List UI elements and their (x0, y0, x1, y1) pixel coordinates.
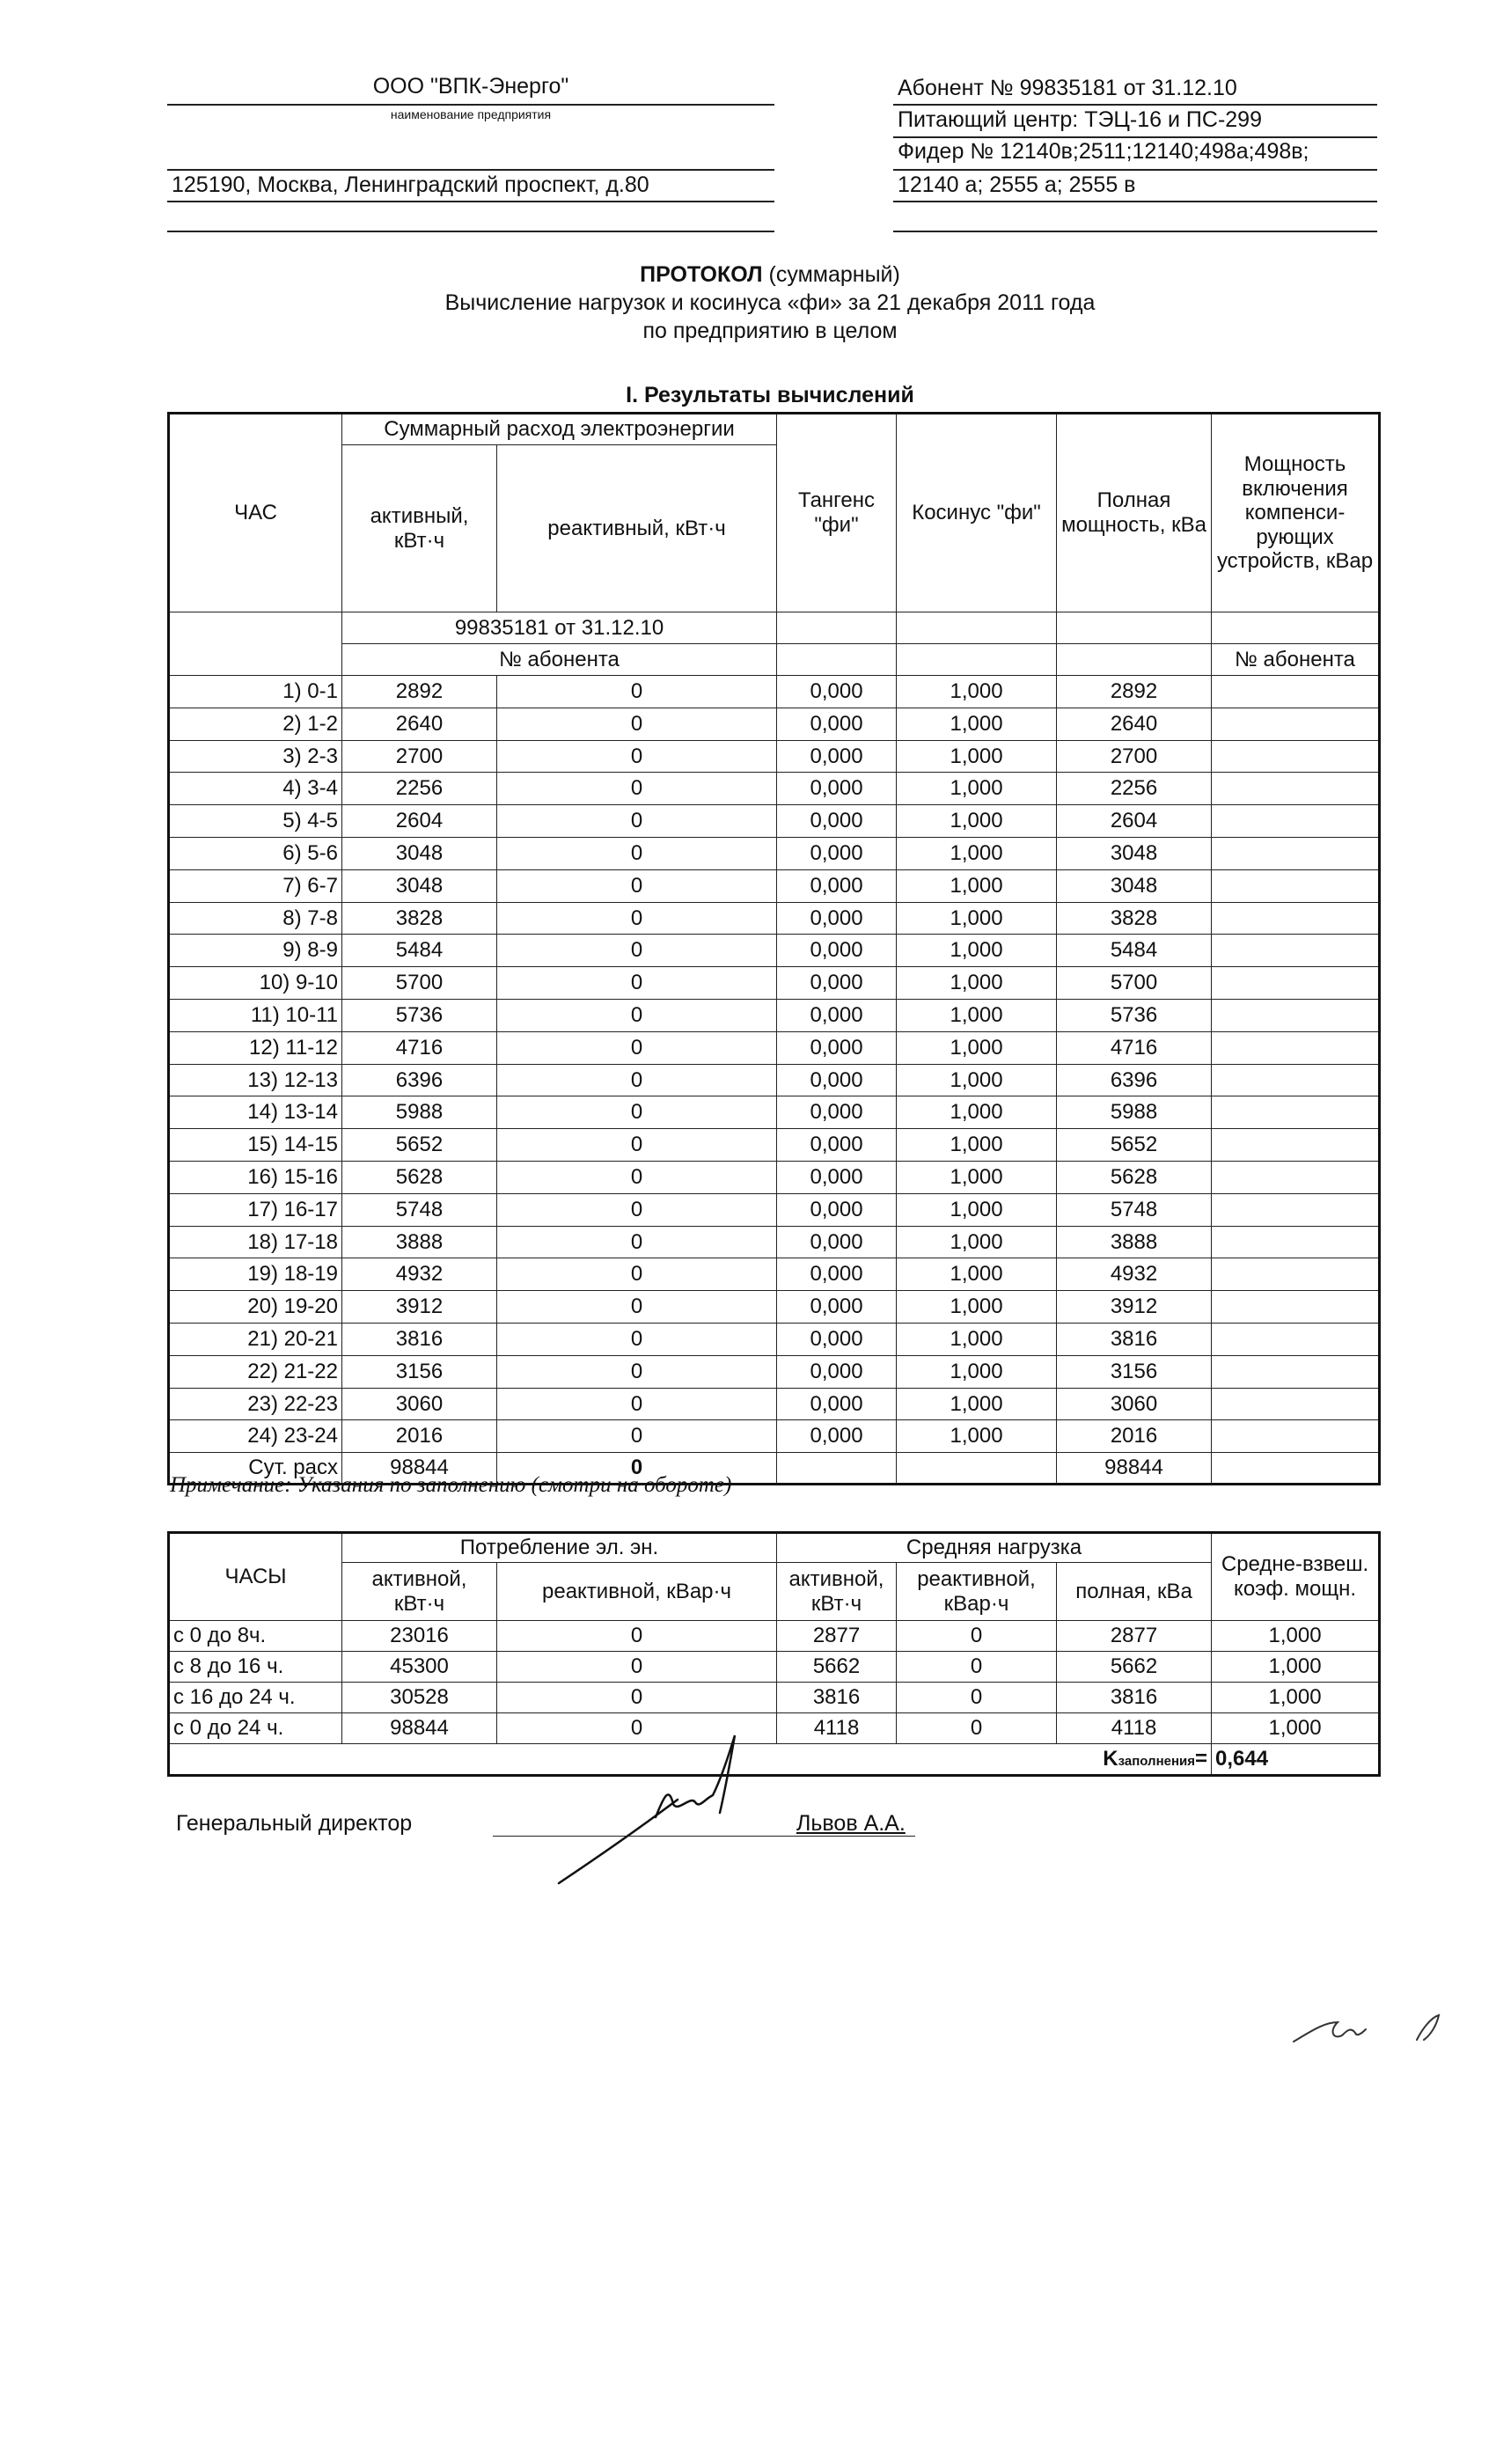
row-full-power: 4932 (1057, 1258, 1212, 1291)
row-full-power: 3048 (1057, 837, 1212, 869)
header-hour-blank (169, 612, 342, 676)
address-topline (167, 169, 774, 171)
row-active: 3888 (342, 1226, 497, 1258)
row-tangent: 0,000 (777, 935, 897, 967)
total-full-power: 98844 (1057, 1453, 1212, 1485)
header-subscriber-ref: 99835181 от 31.12.10 (342, 612, 777, 644)
row-full-power: 2700 (1057, 740, 1212, 773)
header-tangent: Тангенс "фи" (777, 414, 897, 612)
row-reactive: 0 (497, 773, 777, 805)
row-full-power: 5652 (1057, 1129, 1212, 1162)
header-full-power: Полная мощность, кВа (1057, 414, 1212, 612)
row-reactive: 0 (497, 1258, 777, 1291)
row-reactive: 0 (497, 1323, 777, 1355)
summary-active: 98844 (342, 1713, 497, 1744)
summary-active: 45300 (342, 1652, 497, 1683)
feeder-extra-line (893, 231, 1377, 232)
row-active: 5628 (342, 1161, 497, 1193)
row-tangent: 0,000 (777, 1291, 897, 1324)
row-hour: 11) 10-11 (169, 999, 342, 1031)
row-full-power: 6396 (1057, 1064, 1212, 1096)
table-row (169, 1355, 1380, 1388)
row-compensation (1212, 1323, 1380, 1355)
row-hour: 18) 17-18 (169, 1226, 342, 1258)
header-blank-b (897, 612, 1057, 644)
total-reactive: 0 (497, 1453, 777, 1485)
row-reactive: 0 (497, 740, 777, 773)
row-hour: 19) 18-19 (169, 1258, 342, 1291)
summary-header-avg-active: активной, кВт·ч (777, 1563, 897, 1621)
row-compensation (1212, 1129, 1380, 1162)
summary-active: 30528 (342, 1683, 497, 1713)
row-reactive: 0 (497, 1161, 777, 1193)
row-cosine: 1,000 (897, 1355, 1057, 1388)
header-cosine: Косинус "фи" (897, 414, 1057, 612)
row-active: 3912 (342, 1291, 497, 1324)
row-compensation (1212, 773, 1380, 805)
row-cosine: 1,000 (897, 869, 1057, 902)
row-reactive: 0 (497, 1226, 777, 1258)
row-full-power: 3048 (1057, 869, 1212, 902)
row-hour: 4) 3-4 (169, 773, 342, 805)
table-row (169, 773, 1380, 805)
row-reactive: 0 (497, 1388, 777, 1420)
row-active: 4932 (342, 1258, 497, 1291)
feeder-line-2: 12140 а; 2555 а; 2555 в (898, 172, 1136, 197)
row-full-power: 5700 (1057, 967, 1212, 1000)
summary-reactive: 0 (497, 1652, 777, 1683)
org-name: ООО "ВПК-Энерго" (372, 74, 569, 99)
row-reactive: 0 (497, 1031, 777, 1064)
row-cosine: 1,000 (897, 902, 1057, 935)
header-subscriber-no: № абонента (342, 644, 777, 676)
row-tangent: 0,000 (777, 1355, 897, 1388)
row-active: 2892 (342, 676, 497, 708)
summary-reactive: 0 (497, 1683, 777, 1713)
summary-period: с 8 до 16 ч. (169, 1652, 342, 1683)
row-reactive: 0 (497, 902, 777, 935)
table-row (169, 1420, 1380, 1453)
row-tangent: 0,000 (777, 1129, 897, 1162)
summary-coef: 1,000 (1212, 1683, 1380, 1713)
row-hour: 2) 1-2 (169, 708, 342, 740)
table-row (169, 869, 1380, 902)
table-row (169, 1291, 1380, 1324)
address-extra-line (167, 231, 774, 232)
row-cosine: 1,000 (897, 708, 1057, 740)
row-active: 2604 (342, 805, 497, 838)
row-tangent: 0,000 (777, 1323, 897, 1355)
initials-mark (1285, 2005, 1461, 2057)
row-active: 6396 (342, 1064, 497, 1096)
row-hour: 24) 23-24 (169, 1420, 342, 1453)
row-hour: 16) 15-16 (169, 1161, 342, 1193)
row-active: 3048 (342, 837, 497, 869)
row-cosine: 1,000 (897, 1193, 1057, 1226)
row-full-power: 5988 (1057, 1096, 1212, 1129)
row-reactive: 0 (497, 1129, 777, 1162)
row-full-power: 2640 (1057, 708, 1212, 740)
row-compensation (1212, 999, 1380, 1031)
signature-name: Львов А.А. (796, 1811, 906, 1836)
feeder-line-1: Фидер № 12140в;2511;12140;498а;498в; (898, 139, 1309, 164)
table-row (169, 1031, 1380, 1064)
summary-avg-reactive: 0 (897, 1713, 1057, 1744)
row-full-power: 3060 (1057, 1388, 1212, 1420)
row-hour: 13) 12-13 (169, 1064, 342, 1096)
summary-header-hours: ЧАСЫ (169, 1533, 342, 1621)
header-blank-c (1057, 612, 1212, 644)
table-row (169, 967, 1380, 1000)
row-tangent: 0,000 (777, 1096, 897, 1129)
row-tangent: 0,000 (777, 1420, 897, 1453)
total-compensation (1212, 1453, 1380, 1485)
row-active: 2256 (342, 773, 497, 805)
table-row (169, 676, 1380, 708)
header-compensation: Мощность включения компенси-рующих устройств, кВар (1212, 414, 1380, 612)
row-cosine: 1,000 (897, 1388, 1057, 1420)
summary-avg-reactive: 0 (897, 1683, 1057, 1713)
row-active: 5736 (342, 999, 497, 1031)
org-name-underline (167, 104, 774, 106)
row-tangent: 0,000 (777, 1226, 897, 1258)
row-cosine: 1,000 (897, 1226, 1057, 1258)
row-full-power: 4716 (1057, 1031, 1212, 1064)
table-row (169, 1096, 1380, 1129)
row-hour: 15) 14-15 (169, 1129, 342, 1162)
table-row (169, 837, 1380, 869)
row-tangent: 0,000 (777, 1031, 897, 1064)
row-tangent: 0,000 (777, 999, 897, 1031)
protocol-title (264, 262, 1276, 288)
row-compensation (1212, 1420, 1380, 1453)
row-compensation (1212, 1355, 1380, 1388)
row-cosine: 1,000 (897, 1129, 1057, 1162)
row-full-power: 3828 (1057, 902, 1212, 935)
table-row (169, 1129, 1380, 1162)
row-reactive: 0 (497, 805, 777, 838)
section-title: I. Результаты вычислений (626, 383, 914, 407)
row-tangent: 0,000 (777, 837, 897, 869)
summary-avg-reactive: 0 (897, 1621, 1057, 1652)
summary-period: с 0 до 8ч. (169, 1621, 342, 1652)
table-row (169, 999, 1380, 1031)
row-tangent: 0,000 (777, 1388, 897, 1420)
row-compensation (1212, 805, 1380, 838)
supply-underline (893, 136, 1377, 138)
protocol-title-bold: ПРОТОКОЛ (640, 262, 763, 287)
row-tangent: 0,000 (777, 1193, 897, 1226)
row-reactive: 0 (497, 1193, 777, 1226)
row-cosine: 1,000 (897, 837, 1057, 869)
row-tangent: 0,000 (777, 773, 897, 805)
row-hour: 3) 2-3 (169, 740, 342, 773)
row-active: 3156 (342, 1355, 497, 1388)
row-compensation (1212, 967, 1380, 1000)
row-cosine: 1,000 (897, 1096, 1057, 1129)
results-table (167, 412, 1381, 1485)
row-reactive: 0 (497, 1420, 777, 1453)
row-cosine: 1,000 (897, 1323, 1057, 1355)
total-active: 98844 (342, 1453, 497, 1485)
feeder-underline-2 (893, 201, 1377, 202)
row-compensation (1212, 676, 1380, 708)
summary-reactive: 0 (497, 1713, 777, 1744)
row-cosine: 1,000 (897, 805, 1057, 838)
row-hour: 22) 21-22 (169, 1355, 342, 1388)
row-hour: 23) 22-23 (169, 1388, 342, 1420)
row-reactive: 0 (497, 1096, 777, 1129)
row-active: 3060 (342, 1388, 497, 1420)
row-tangent: 0,000 (777, 708, 897, 740)
summary-reactive: 0 (497, 1621, 777, 1652)
signature-position: Генеральный директор (176, 1811, 413, 1836)
summary-full: 5662 (1057, 1652, 1212, 1683)
row-full-power: 2892 (1057, 676, 1212, 708)
row-cosine: 1,000 (897, 1064, 1057, 1096)
row-active: 2640 (342, 708, 497, 740)
row-compensation (1212, 1096, 1380, 1129)
total-cosine (897, 1453, 1057, 1485)
summary-coef: 1,000 (1212, 1621, 1380, 1652)
row-active: 5748 (342, 1193, 497, 1226)
row-reactive: 0 (497, 708, 777, 740)
header-blank-d (1212, 612, 1380, 644)
protocol-title-rest: (суммарный) (762, 262, 900, 287)
row-cosine: 1,000 (897, 1420, 1057, 1453)
row-cosine: 1,000 (897, 1031, 1057, 1064)
header-hour: ЧАС (169, 414, 342, 612)
row-active: 2016 (342, 1420, 497, 1453)
header-blank-f (897, 644, 1057, 676)
summary-period: с 16 до 24 ч. (169, 1683, 342, 1713)
row-compensation (1212, 1064, 1380, 1096)
row-cosine: 1,000 (897, 740, 1057, 773)
table-row (169, 1323, 1380, 1355)
row-full-power: 3912 (1057, 1291, 1212, 1324)
row-hour: 20) 19-20 (169, 1291, 342, 1324)
feeder-underline-1 (893, 169, 1377, 171)
header-total-consumption: Суммарный расход электроэнергии (342, 414, 777, 445)
row-full-power: 5736 (1057, 999, 1212, 1031)
row-compensation (1212, 869, 1380, 902)
row-compensation (1212, 740, 1380, 773)
row-reactive: 0 (497, 1064, 777, 1096)
table-row (169, 708, 1380, 740)
summary-header-avg-reactive: реактивной, кВар·ч (897, 1563, 1057, 1621)
table-note: Примечание: Указания по заполнению (смотри на обороте) (170, 1473, 732, 1497)
row-tangent: 0,000 (777, 902, 897, 935)
row-compensation (1212, 837, 1380, 869)
row-full-power: 5484 (1057, 935, 1212, 967)
handwritten-signature (546, 1725, 774, 1892)
summary-row (169, 1683, 1380, 1713)
row-compensation (1212, 1226, 1380, 1258)
table-row (169, 1064, 1380, 1096)
row-compensation (1212, 708, 1380, 740)
row-cosine: 1,000 (897, 935, 1057, 967)
table-row (169, 1258, 1380, 1291)
table-row (169, 902, 1380, 935)
protocol-subtitle: Вычисление нагрузок и косинуса «фи» за 21 декабря 2011 года (444, 290, 1096, 315)
row-active: 5700 (342, 967, 497, 1000)
row-hour: 1) 0-1 (169, 676, 342, 708)
row-hour: 12) 11-12 (169, 1031, 342, 1064)
summary-full: 4118 (1057, 1713, 1212, 1744)
row-active: 5484 (342, 935, 497, 967)
header-blank-e (777, 644, 897, 676)
table-row (169, 805, 1380, 838)
fill-factor-sub: заполнения (1118, 1754, 1196, 1770)
row-compensation (1212, 1161, 1380, 1193)
row-full-power: 2256 (1057, 773, 1212, 805)
row-reactive: 0 (497, 1291, 777, 1324)
row-cosine: 1,000 (897, 773, 1057, 805)
row-tangent: 0,000 (777, 740, 897, 773)
row-hour: 10) 9-10 (169, 967, 342, 1000)
row-cosine: 1,000 (897, 676, 1057, 708)
row-full-power: 3156 (1057, 1355, 1212, 1388)
row-active: 2700 (342, 740, 497, 773)
row-reactive: 0 (497, 935, 777, 967)
summary-avg-active: 5662 (777, 1652, 897, 1683)
row-compensation (1212, 1388, 1380, 1420)
header-subscriber-no-2: № абонента (1212, 644, 1380, 676)
summary-avg-active: 4118 (777, 1713, 897, 1744)
row-hour: 21) 20-21 (169, 1323, 342, 1355)
table-row (169, 740, 1380, 773)
header-blank-a (777, 612, 897, 644)
summary-full: 3816 (1057, 1683, 1212, 1713)
row-tangent: 0,000 (777, 676, 897, 708)
total-label: Сут. расх (169, 1453, 342, 1485)
subscriber-number: Абонент № 99835181 от 31.12.10 (898, 76, 1237, 100)
org-caption: наименование предприятия (390, 107, 552, 121)
summary-avg-active: 2877 (777, 1621, 897, 1652)
row-cosine: 1,000 (897, 999, 1057, 1031)
fill-factor-eq: = (1195, 1747, 1208, 1771)
fill-factor-value: 0,644 (1212, 1744, 1380, 1776)
supply-center: Питающий центр: ТЭЦ-16 и ПС-299 (898, 107, 1262, 132)
summary-header-reactive: реактивной, кВар·ч (497, 1563, 777, 1621)
row-cosine: 1,000 (897, 967, 1057, 1000)
row-hour: 7) 6-7 (169, 869, 342, 902)
row-tangent: 0,000 (777, 869, 897, 902)
table-row (169, 1388, 1380, 1420)
table-row (169, 1161, 1380, 1193)
row-hour: 14) 13-14 (169, 1096, 342, 1129)
header-active: активный, кВт·ч (342, 445, 497, 612)
summary-coef: 1,000 (1212, 1713, 1380, 1744)
header-blank-g (1057, 644, 1212, 676)
header-reactive: реактивный, кВт·ч (497, 445, 777, 612)
row-cosine: 1,000 (897, 1258, 1057, 1291)
row-compensation (1212, 935, 1380, 967)
summary-full: 2877 (1057, 1621, 1212, 1652)
fill-factor-k: K (1103, 1747, 1118, 1771)
table-row (169, 1226, 1380, 1258)
row-full-power: 3888 (1057, 1226, 1212, 1258)
table-row (169, 1193, 1380, 1226)
total-tangent (777, 1453, 897, 1485)
row-compensation (1212, 1193, 1380, 1226)
row-active: 3816 (342, 1323, 497, 1355)
row-compensation (1212, 1258, 1380, 1291)
summary-coef: 1,000 (1212, 1652, 1380, 1683)
row-reactive: 0 (497, 676, 777, 708)
summary-row (169, 1652, 1380, 1683)
row-tangent: 0,000 (777, 967, 897, 1000)
subscriber-underline (893, 104, 1377, 106)
row-tangent: 0,000 (777, 805, 897, 838)
summary-avg-active: 3816 (777, 1683, 897, 1713)
row-tangent: 0,000 (777, 1161, 897, 1193)
row-reactive: 0 (497, 967, 777, 1000)
row-compensation (1212, 1031, 1380, 1064)
row-active: 5988 (342, 1096, 497, 1129)
table-row (169, 935, 1380, 967)
row-reactive: 0 (497, 999, 777, 1031)
summary-header-full: полная, кВа (1057, 1563, 1212, 1621)
summary-header-active: активной, кВт·ч (342, 1563, 497, 1621)
protocol-scope: по предприятию в целом (642, 319, 898, 343)
row-active: 5652 (342, 1129, 497, 1162)
row-compensation (1212, 902, 1380, 935)
row-reactive: 0 (497, 869, 777, 902)
summary-row (169, 1621, 1380, 1652)
row-hour: 6) 5-6 (169, 837, 342, 869)
row-active: 4716 (342, 1031, 497, 1064)
summary-header-consumption: Потребление эл. эн. (342, 1533, 777, 1563)
row-reactive: 0 (497, 1355, 777, 1388)
row-active: 3048 (342, 869, 497, 902)
address-underline (167, 201, 774, 202)
row-cosine: 1,000 (897, 1161, 1057, 1193)
row-hour: 5) 4-5 (169, 805, 342, 838)
summary-period: с 0 до 24 ч. (169, 1713, 342, 1744)
row-tangent: 0,000 (777, 1258, 897, 1291)
row-active: 3828 (342, 902, 497, 935)
summary-header-weighted: Средне-взвеш. коэф. мощн. (1212, 1533, 1380, 1621)
row-compensation (1212, 1291, 1380, 1324)
summary-header-avg-load: Средняя нагрузка (777, 1533, 1212, 1563)
summary-avg-reactive: 0 (897, 1652, 1057, 1683)
row-full-power: 2016 (1057, 1420, 1212, 1453)
row-tangent: 0,000 (777, 1064, 897, 1096)
org-address: 125190, Москва, Ленинградский проспект, д.80 (172, 172, 649, 197)
row-full-power: 5628 (1057, 1161, 1212, 1193)
row-reactive: 0 (497, 837, 777, 869)
row-hour: 9) 8-9 (169, 935, 342, 967)
row-full-power: 3816 (1057, 1323, 1212, 1355)
summary-active: 23016 (342, 1621, 497, 1652)
row-cosine: 1,000 (897, 1291, 1057, 1324)
row-full-power: 2604 (1057, 805, 1212, 838)
row-hour: 17) 16-17 (169, 1193, 342, 1226)
row-full-power: 5748 (1057, 1193, 1212, 1226)
row-hour: 8) 7-8 (169, 902, 342, 935)
